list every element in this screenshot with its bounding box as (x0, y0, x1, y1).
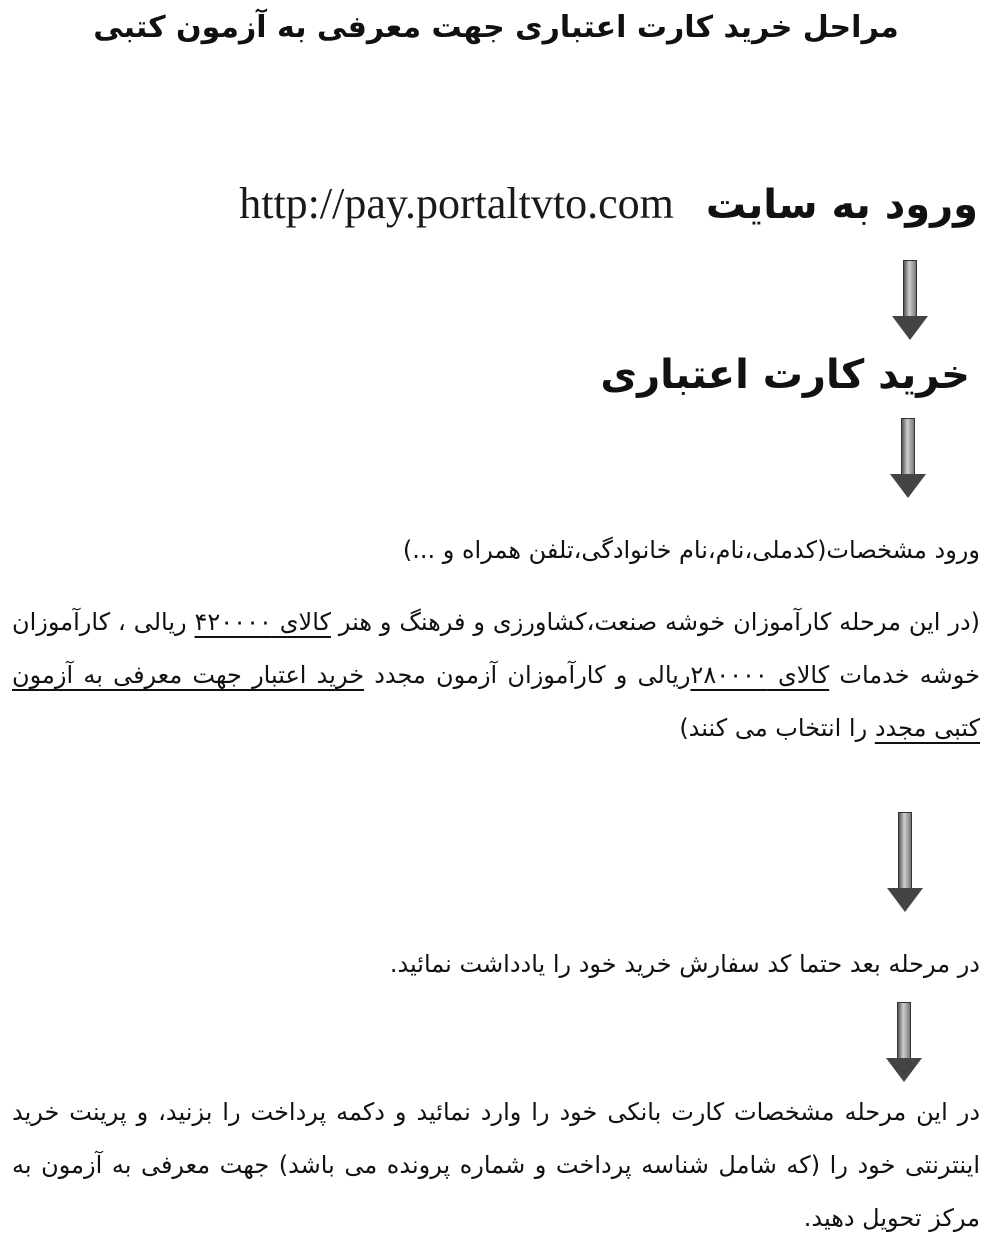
page-title: مراحل خرید کارت اعتباری جهت معرفی به آزمون کتبی (93, 10, 899, 45)
instructions-text-2: ریالی ، کارآموزان خوشه خدمات (12, 608, 980, 689)
buy-credit-card-label: خرید کارت اعتباری (600, 352, 970, 398)
down-arrow-icon (890, 260, 930, 340)
down-arrow-icon (884, 1002, 924, 1082)
enter-site-label: ورود به سایت (705, 182, 978, 228)
order-code-text: در مرحله بعد حتما کد سفارش خرید خود را یادداشت نمائید. (389, 950, 980, 978)
enter-info-text: ورود مشخصات(کدملی،نام،نام خانوادگی،تلفن همراه و ...) (402, 536, 980, 564)
site-url[interactable]: http://pay.portaltvto.com (239, 179, 674, 228)
instructions-paragraph (12, 596, 980, 755)
instructions-text-4: را انتخاب می کنند) (679, 714, 875, 742)
down-arrow-icon (888, 418, 928, 498)
payment-instructions-text: در این مرحله مشخصات کارت بانکی خود را وارد نمائید و دکمه پرداخت را بزنید، و پرینت خرید اینترنتی خود را (که شامل شناسه پرداخت و شماره پرونده می باشد) جهت معرفی به آزمون به مرکز تحویل دهید. (12, 1098, 980, 1232)
item-retake-credit: خرید اعتبار جهت معرفی به آزمون کتبی مجدد (12, 661, 980, 742)
down-arrow-icon (885, 812, 925, 912)
item-420000: کالای ۴۲۰۰۰۰ (194, 608, 331, 636)
item-280000: کالای ۲۸۰۰۰۰ (690, 661, 830, 689)
instructions-text-1: (در این مرحله کارآموزان خوشه صنعت،کشاورزی و فرهنگ و هنر (330, 608, 981, 636)
step-enter-site (239, 178, 978, 229)
instructions-text-3: ریالی و کارآموزان آزمون مجدد (364, 661, 691, 689)
